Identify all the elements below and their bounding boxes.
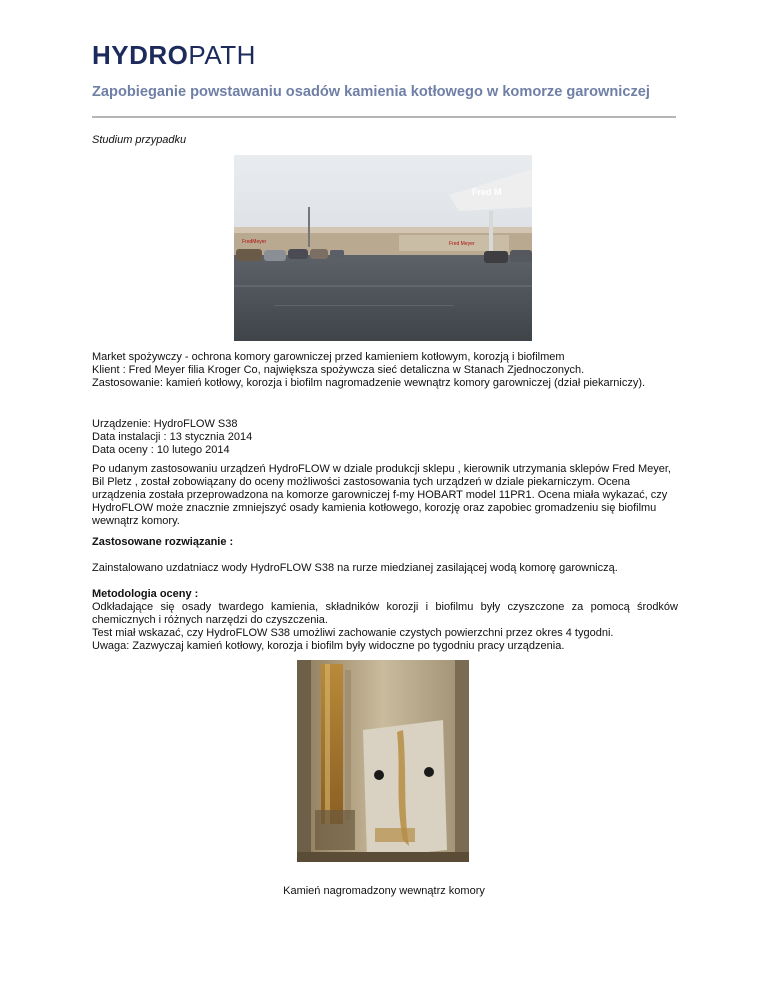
method-note: Uwaga: Zazwyczaj kamień kotłowy, korozja i biofilm były widoczne po tygodniu pracy urządzenia. (92, 640, 565, 652)
store-photo (234, 155, 532, 341)
background-paragraph: Po udanym zastosowaniu urządzeń HydroFLOW w dziale produkcji sklepu , kierownik utrzymania sklepów Fred Meyer, Bil Pletz , został zobowiązany do oceny możliwości zastosowania tych urządzeń w dziale piekarniczym. Ocena urządzenia została przeprowadzona na komorze garowniczej f-my HOBART model 11PR1. Ocena miała wykazać, czy HydroFLOW może znacznie zmniejszyć osady kamienia kotłowego, korozję oraz zapobiec gromadzeniu się biofilmu wewnątrz komory. (92, 463, 671, 527)
svg-text:FredMeyer: FredMeyer (242, 239, 267, 245)
method-heading: Metodologia oceny : (92, 588, 199, 600)
hydropath-logo: HYDROPATH (92, 40, 256, 70)
detail-line: Data oceny : 10 lutego 2014 (92, 444, 230, 456)
svg-text:Fred M: Fred M (472, 187, 502, 197)
solution-heading: Zastosowane rozwiązanie : (92, 536, 234, 548)
intro-section (92, 351, 678, 390)
detail-line: Urządzenie: HydroFLOW S38 (92, 418, 238, 430)
device-details (92, 418, 678, 457)
method-paragraph: Test miał wskazać, czy HydroFLOW S38 umożliwi zachowanie czystych powierzchni przez okres 4 tygodni. (92, 627, 614, 639)
chamber-photo (297, 660, 469, 862)
document-subtitle: Studium przypadku (92, 134, 187, 146)
title-divider (92, 116, 676, 118)
document-title: Zapobieganie powstawaniu osadów kamienia kotłowego w komorze garowniczej (92, 84, 650, 100)
intro-line: Klient : Fred Meyer filia Kroger Co, największa spożywcza sieć detaliczna w Stanach Zjednoczonych. (92, 364, 585, 376)
store-photo-illustration (234, 155, 532, 341)
method-section (92, 588, 678, 653)
detail-line: Data instalacji : 13 stycznia 2014 (92, 431, 253, 443)
svg-text:Fred Meyer: Fred Meyer (449, 241, 475, 247)
solution-text: Zainstalowano uzdatniacz wody HydroFLOW S38 na rurze miedzianej zasilającej wodą komorę garowniczą. (92, 562, 618, 574)
chamber-photo-illustration (297, 660, 469, 862)
intro-line: Market spożywczy - ochrona komory garowniczej przed kamieniem kotłowym, korozją i biofilmem (92, 351, 565, 363)
photo-caption: Kamień nagromadzony wewnątrz komory (283, 885, 485, 897)
method-paragraph: Odkładające się osady twardego kamienia, składników korozji i biofilmu były czyszczone za pomocą środków chemicznych i różnych narzędzi do czyszczenia. (92, 601, 678, 626)
intro-line: Zastosowanie: kamień kotłowy, korozja i biofilm nagromadzenie wewnątrz komory garowniczej (dział piekarniczy). (92, 377, 646, 389)
